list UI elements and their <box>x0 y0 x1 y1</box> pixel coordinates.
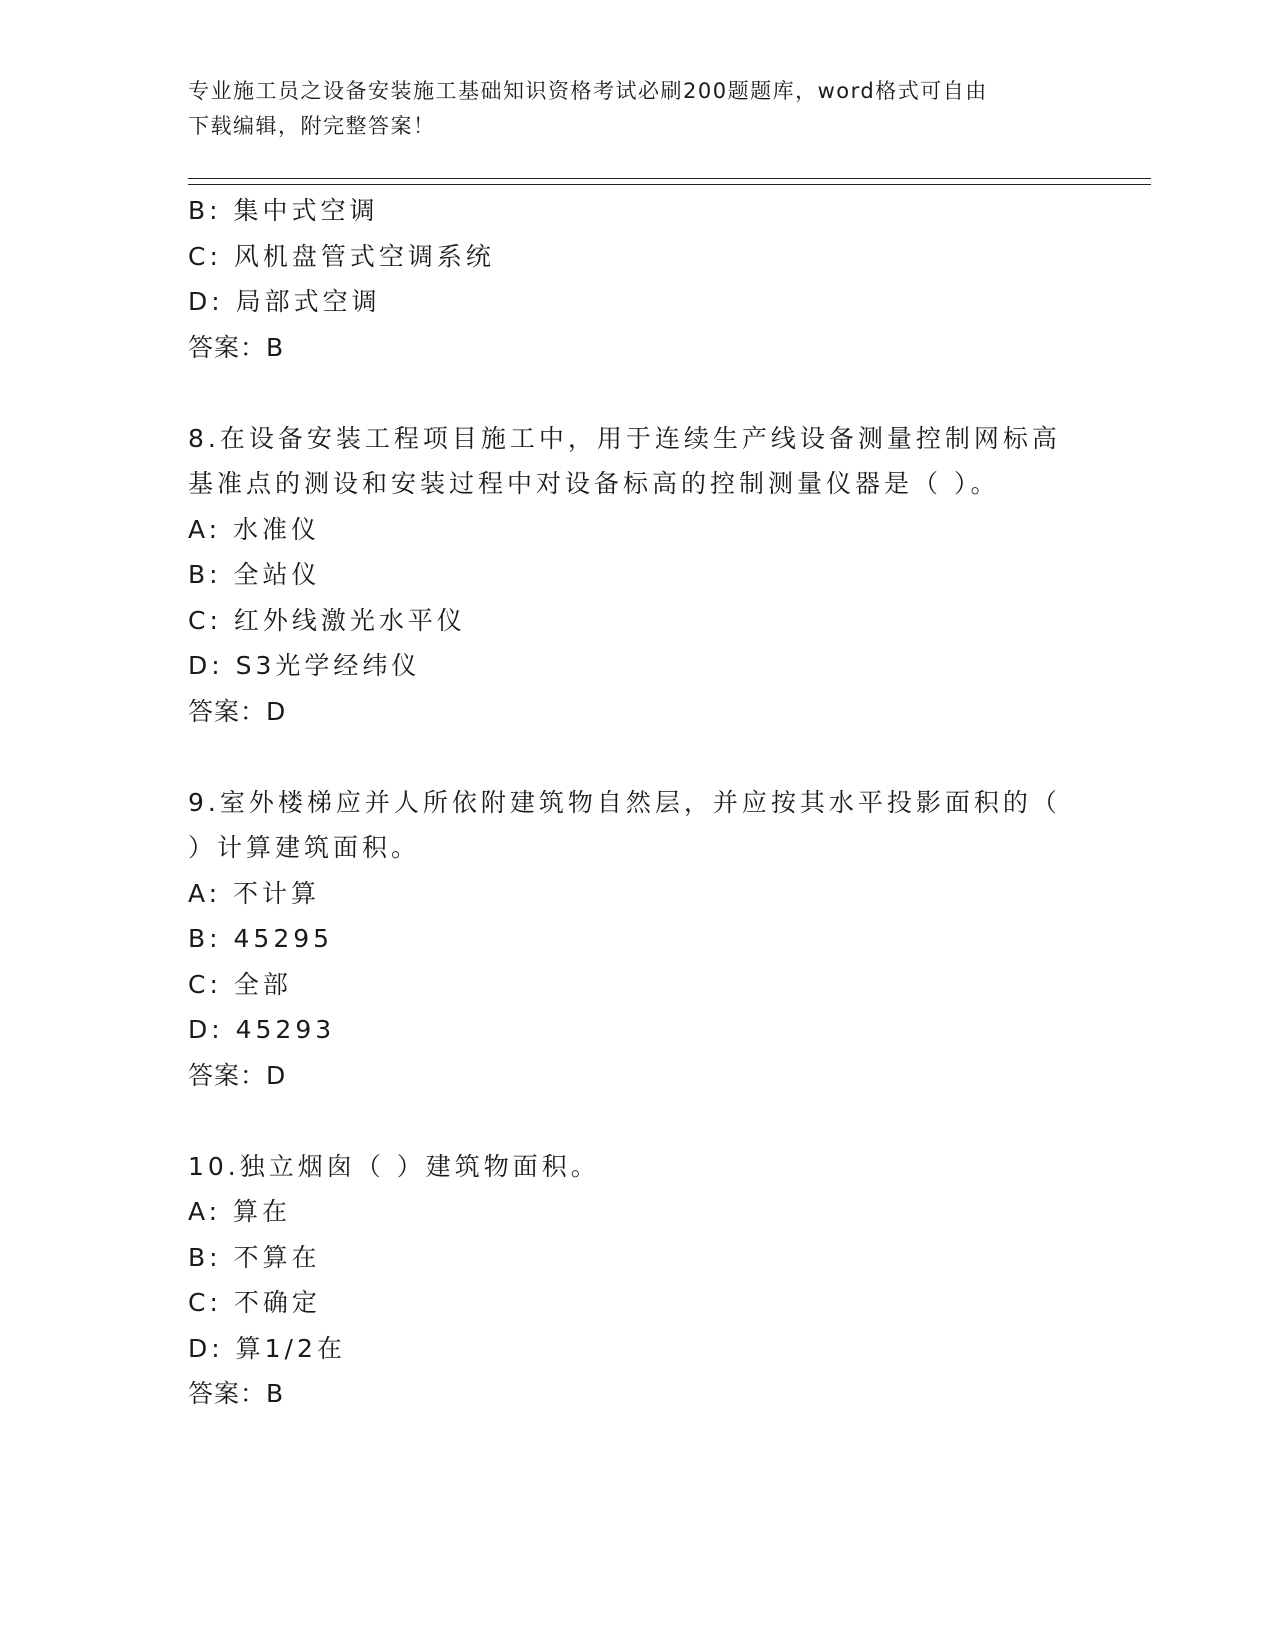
option-d: D: 局部式空调 <box>188 287 381 316</box>
spacer <box>188 734 1088 780</box>
option-c: C: 红外线激光水平仪 <box>188 605 466 635</box>
question-stem-line-1: 10.独立烟囱（ ）建筑物面积。 <box>188 1151 600 1181</box>
answer: 答案：D <box>188 696 287 726</box>
option-b: B: 45295 <box>188 924 334 953</box>
answer: 答案：D <box>188 1060 287 1090</box>
option-a: A: 水准仪 <box>188 514 321 544</box>
answer: 答案：B <box>188 1379 285 1408</box>
option-b: B: 不算在 <box>188 1242 321 1272</box>
question-stem-line-2: 基准点的测设和安装过程中对设备标高的控制测量仪器是（ ）。 <box>188 469 1000 498</box>
option-d: D: 算1/2在 <box>188 1333 346 1363</box>
page-header <box>188 74 1068 144</box>
answer: 答案：B <box>188 332 285 362</box>
option-a: A: 不计算 <box>188 878 321 908</box>
option-c: C: 不确定 <box>188 1288 321 1317</box>
question-9 <box>188 780 1088 1099</box>
header-title-line-1: 专业施工员之设备安装施工基础知识资格考试必刷200题题库，word格式可自由 <box>188 79 988 103</box>
header-title-line-2: 下载编辑，附完整答案！ <box>188 114 436 138</box>
question-stem-line-2: ）计算建筑面积。 <box>188 833 421 862</box>
question-stem-line-1: 9.室外楼梯应并人所依附建筑物自然层，并应按其水平投影面积的（ <box>188 787 1061 817</box>
spacer <box>188 1098 1088 1144</box>
spacer <box>188 370 1088 416</box>
option-b: B: 集中式空调 <box>188 196 379 225</box>
question-stem-line-1: 8.在设备安装工程项目施工中，用于连续生产线设备测量控制网标高 <box>188 423 1061 453</box>
header-divider <box>188 178 1151 185</box>
question-list <box>188 188 1088 1417</box>
option-c: C: 风机盘管式空调系统 <box>188 241 495 271</box>
question-8 <box>188 416 1088 735</box>
option-b: B: 全站仪 <box>188 560 321 589</box>
question-7 <box>188 188 1088 370</box>
option-a: A: 算在 <box>188 1197 292 1226</box>
question-10 <box>188 1144 1088 1417</box>
option-d: D: S3光学经纬仪 <box>188 651 421 680</box>
option-d: D: 45293 <box>188 1015 336 1044</box>
option-c: C: 全部 <box>188 969 292 999</box>
